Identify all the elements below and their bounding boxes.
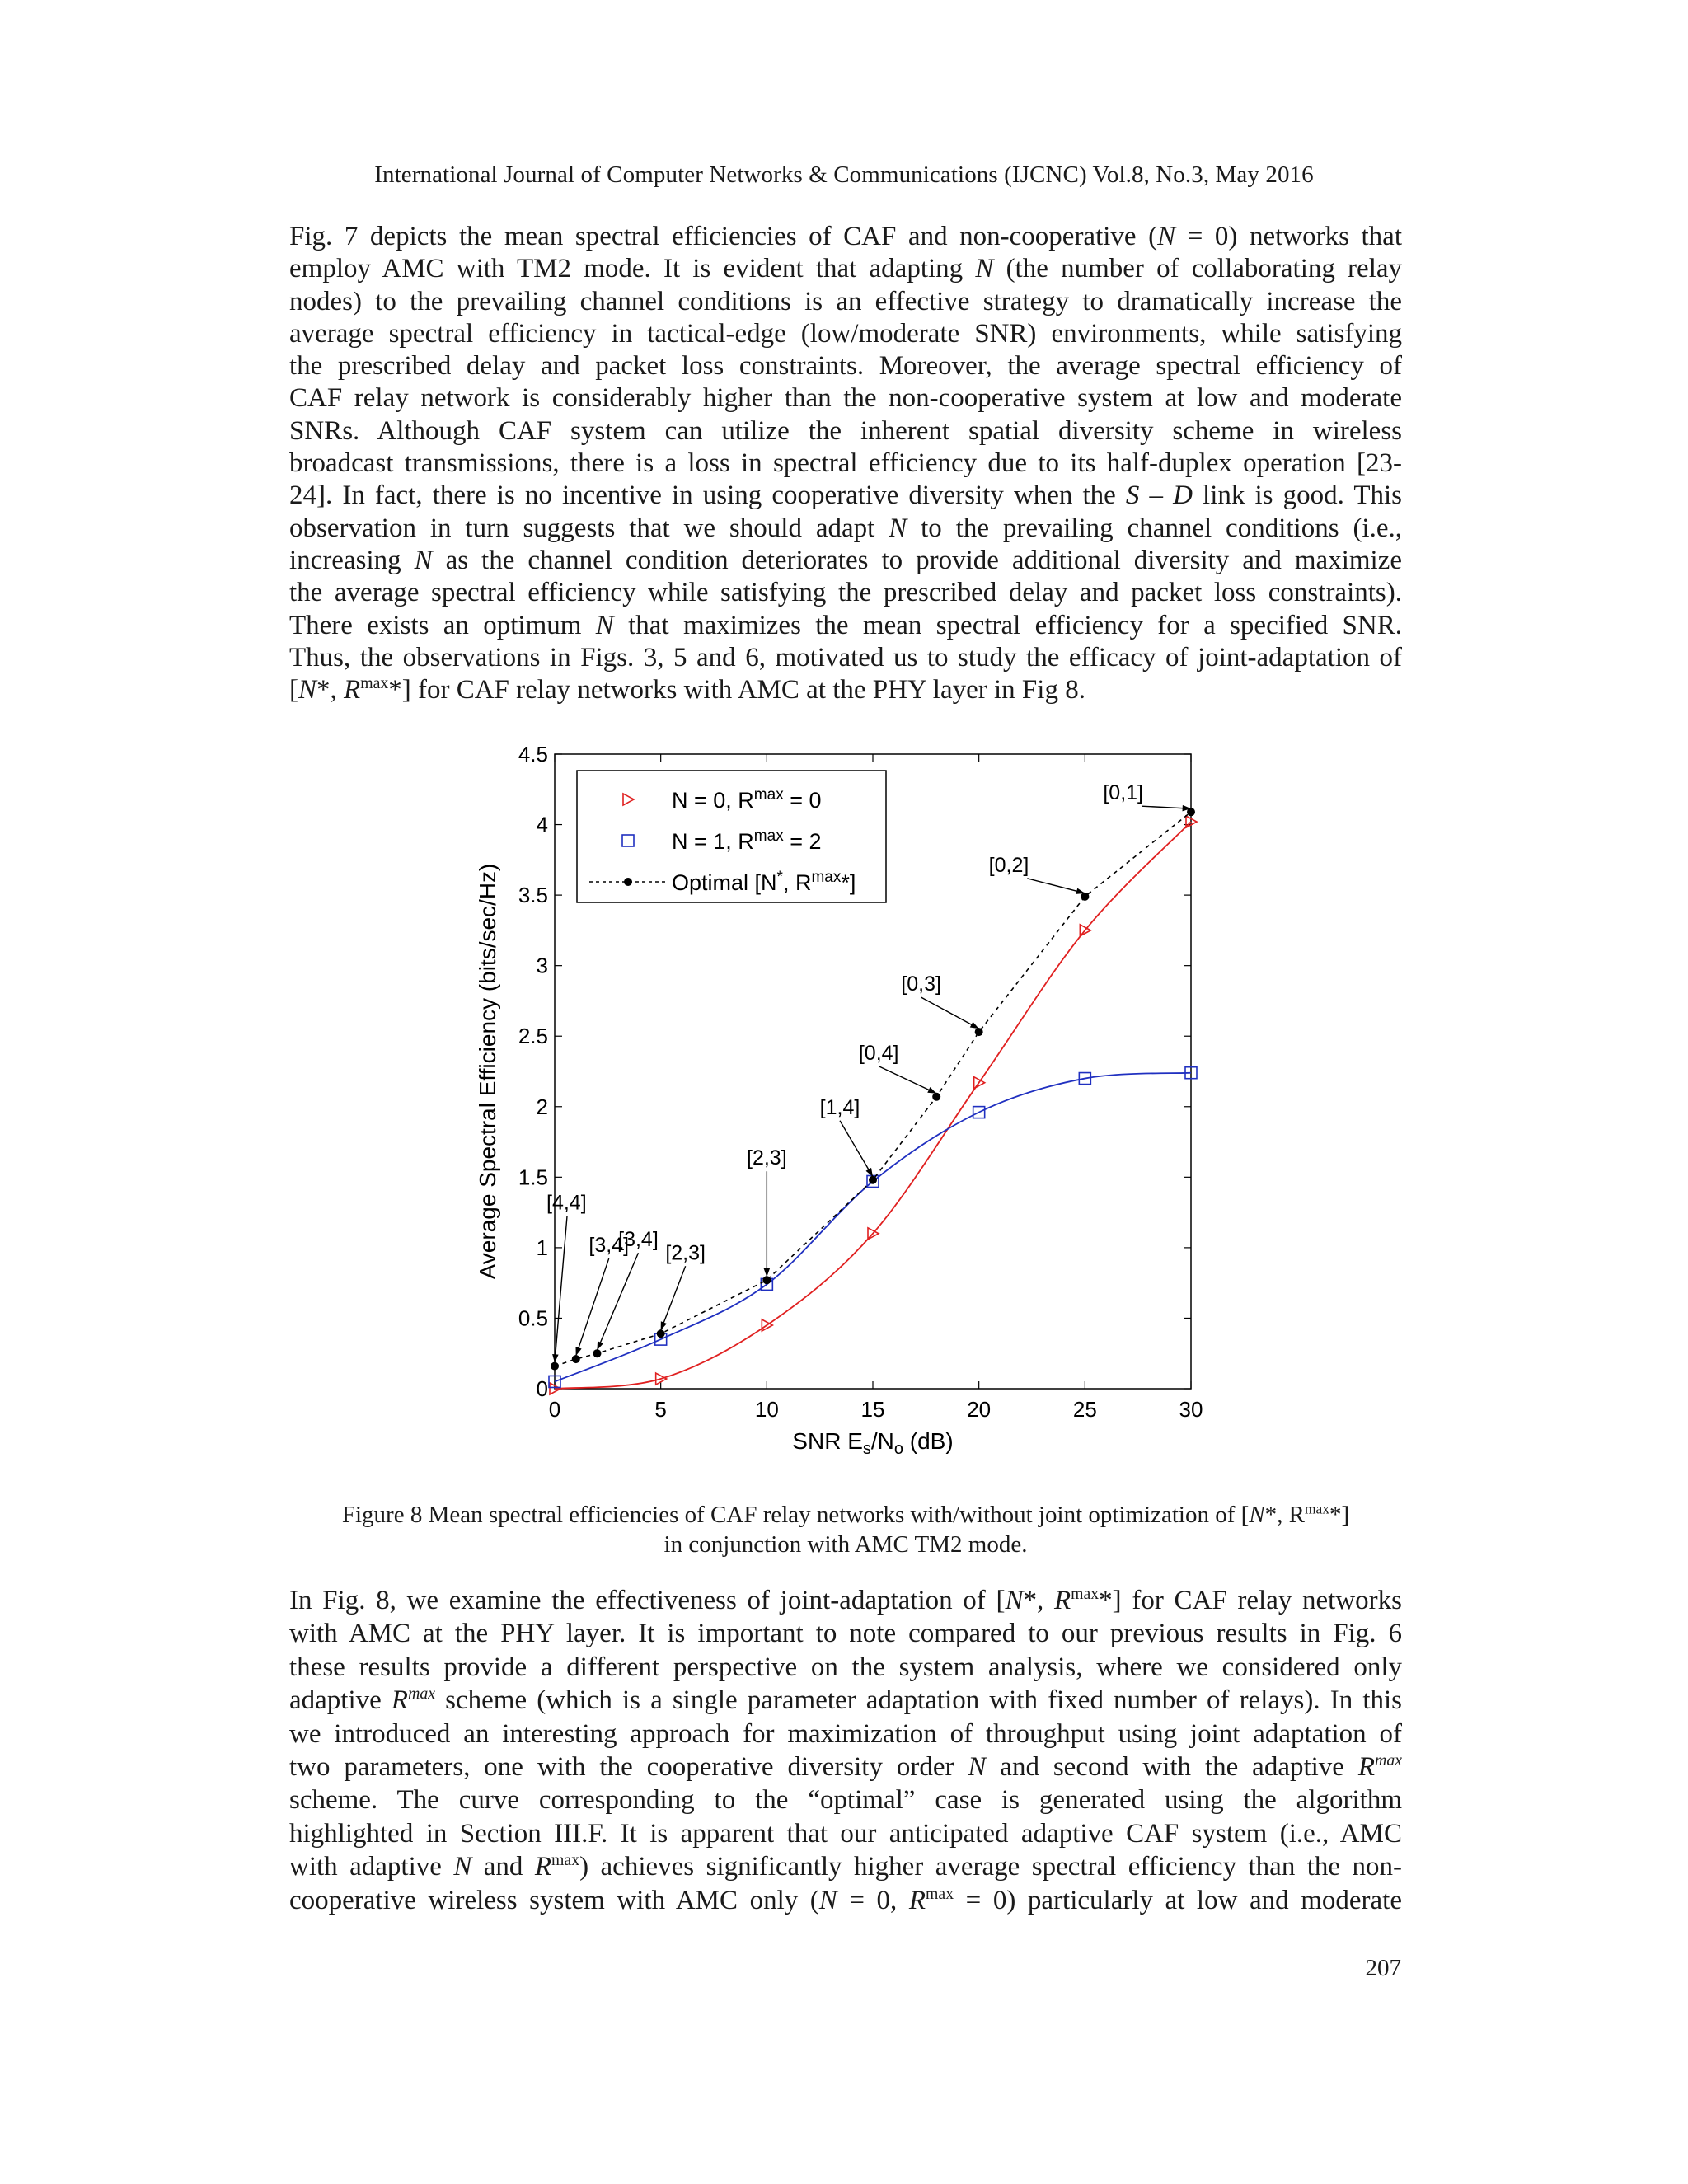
paragraph-2-line: two parameters, one with the cooperative diversity order N and second with the adaptive $R^{max}$ bbox=[289, 1751, 1402, 1783]
annotation-label: [2,3] bbox=[747, 1146, 787, 1170]
annotation-label: [1,4] bbox=[819, 1095, 860, 1119]
paragraph-2-line: we introduced an interesting approach for maximization of throughput using joint adaptation of bbox=[289, 1718, 1402, 1749]
page-number: 207 bbox=[1365, 1955, 1401, 1981]
paragraph-1-line: [N*, $R^{max}*$] for CAF relay networks with AMC at the PHY layer in Fig 8. bbox=[289, 674, 1085, 705]
annotation-label: [2,3] bbox=[665, 1241, 706, 1265]
paragraph-1-line: average spectral efficiency in tactical-edge (low/moderate SNR) environments, while satisfying bbox=[289, 318, 1402, 349]
y-tick-label: 3.5 bbox=[518, 883, 548, 908]
legend-label-part: Optimal [N bbox=[672, 870, 777, 895]
annotation-arrow bbox=[597, 1253, 638, 1350]
dot-marker bbox=[1081, 893, 1089, 901]
series-line-0 bbox=[555, 822, 1191, 1389]
annotation-arrow bbox=[576, 1258, 609, 1356]
x-tick-label: 30 bbox=[1179, 1397, 1203, 1422]
dot-marker bbox=[593, 1349, 601, 1357]
paragraph-1-line: CAF relay network is considerably higher than the non-cooperative system at low and moderate bbox=[289, 383, 1402, 414]
dot-marker bbox=[975, 1028, 983, 1036]
legend-label-part: = 2 bbox=[783, 829, 822, 854]
legend-label-part: , R bbox=[782, 870, 812, 895]
paragraph-1-line: SNRs. Although CAF system can utilize the inherent spatial diversity scheme in wireless bbox=[289, 415, 1402, 446]
annotation-label: [0,3] bbox=[901, 972, 941, 996]
paragraph-2-line: with adaptive N and $R^{max}$) achieves significantly higher average spectral efficiency than the non- bbox=[289, 1851, 1402, 1882]
annotation-arrow bbox=[879, 1066, 936, 1094]
legend-label bbox=[672, 827, 822, 855]
x-axis-label-part: o bbox=[893, 1440, 904, 1458]
paragraph-1-line: Thus, the observations in Figs. 3, 5 and 6, motivated us to study the efficacy of joint-adaptation of bbox=[289, 642, 1402, 673]
y-tick-label: 1.5 bbox=[518, 1165, 548, 1190]
x-tick-label: 25 bbox=[1072, 1397, 1097, 1422]
annotation-arrow bbox=[840, 1121, 873, 1177]
legend-label-part: *] bbox=[841, 870, 856, 895]
annotation-label: [4,4] bbox=[546, 1191, 587, 1215]
paragraph-1-line: observation in turn suggests that we should adapt N to the prevailing channel conditions (i.e., bbox=[289, 513, 1402, 543]
annotation-arrow bbox=[555, 1216, 567, 1363]
legend-label-part: * bbox=[776, 868, 783, 886]
dot-marker bbox=[551, 1362, 559, 1371]
annotation-arrowhead bbox=[764, 1268, 771, 1277]
paragraph-1-line: nodes) to the prevailing channel conditions is an effective strategy to dramatically increase the bbox=[289, 286, 1402, 316]
annotation-label: [0,4] bbox=[858, 1041, 899, 1065]
y-tick-label: 2.5 bbox=[518, 1024, 548, 1049]
series-line-1 bbox=[555, 1073, 1191, 1382]
y-tick-label: 1 bbox=[536, 1235, 548, 1260]
figure-8 bbox=[470, 742, 1212, 1467]
paragraph-2-line: scheme. The curve corresponding to the “optimal” case is generated using the algorithm bbox=[289, 1785, 1402, 1816]
paragraph-2-line: highlighted in Section III.F. It is apparent that our anticipated adaptive CAF system (i.e., AMC bbox=[289, 1818, 1402, 1849]
paragraph-2-line: with AMC at the PHY layer. It is important to note compared to our previous results in Fig. 6 bbox=[289, 1619, 1402, 1649]
dot-marker bbox=[572, 1355, 580, 1363]
annotation-arrowhead bbox=[552, 1354, 559, 1363]
paragraph-1-line: employ AMC with TM2 mode. It is evident that adapting N (the number of collaborating relay bbox=[289, 254, 1403, 284]
y-tick-label: 0.5 bbox=[518, 1305, 548, 1331]
x-tick-label: 10 bbox=[754, 1397, 779, 1422]
y-tick-label: 2 bbox=[536, 1094, 548, 1119]
paragraph-1-line: increasing N as the channel condition deteriorates to provide additional diversity and maximize bbox=[289, 545, 1403, 575]
paragraph-2 bbox=[289, 1584, 1402, 1917]
legend-label-part: max bbox=[753, 785, 784, 804]
x-tick-label: 5 bbox=[654, 1397, 667, 1422]
figure-caption bbox=[289, 1500, 1402, 1559]
caption-line: Figure 8 Mean spectral efficiencies of CAF relay networks with/without joint optimization of [N*, $R^{max}*$] bbox=[341, 1500, 1350, 1528]
paragraph-1-line: 24]. In fact, there is no incentive in using cooperative diversity when the S – D link is good. This bbox=[289, 480, 1402, 511]
paragraph-1-line: the prescribed delay and packet loss constraints. Moreover, the average spectral efficiency of bbox=[289, 351, 1402, 382]
legend-label-part: max bbox=[753, 827, 784, 845]
paragraph-2-line: cooperative wireless system with AMC only (N = 0, $R^{max} = 0$) particularly at low and moderate bbox=[289, 1884, 1402, 1915]
paragraph-1-line: There exists an optimum N that maximizes the mean spectral efficiency for a specified SNR. bbox=[289, 610, 1402, 640]
dot-marker bbox=[869, 1176, 877, 1184]
dot-marker bbox=[762, 1276, 771, 1284]
y-tick-label: 4 bbox=[536, 812, 548, 837]
x-axis-label-part: /N bbox=[870, 1428, 894, 1454]
running-header: International Journal of Computer Networks & Communications (IJCNC) Vol.8, No.3, May 2016 bbox=[374, 162, 1314, 188]
annotation-arrowhead bbox=[1076, 888, 1085, 894]
legend-label-part: N = 1, R bbox=[672, 829, 754, 854]
annotation-arrow bbox=[921, 997, 979, 1029]
x-axis-label-part: s bbox=[862, 1440, 871, 1458]
annotation-label: [3,4] bbox=[588, 1234, 630, 1258]
y-tick-label: 4.5 bbox=[518, 742, 548, 766]
x-axis-label-part: (dB) bbox=[903, 1428, 954, 1454]
annotation-arrowhead bbox=[661, 1321, 667, 1330]
x-tick-label: 15 bbox=[860, 1397, 885, 1422]
paragraph-2-line: adaptive $R^{max}$ scheme (which is a single parameter adaptation with fixed number of relays). In this bbox=[289, 1685, 1402, 1716]
dot-marker bbox=[657, 1329, 665, 1338]
dot-marker bbox=[932, 1093, 940, 1101]
annotation-arrow bbox=[661, 1266, 686, 1330]
annotation-arrowhead bbox=[927, 1087, 936, 1094]
annotation-arrowhead bbox=[575, 1347, 581, 1356]
paragraph-2-line: In Fig. 8, we examine the effectiveness of joint-adaptation of [N*, $R^{max}*$] for CAF relay networks bbox=[289, 1585, 1403, 1615]
legend-label-part: N = 0, R bbox=[672, 788, 754, 813]
annotation-arrowhead bbox=[597, 1341, 603, 1350]
annotation-label: [0,2] bbox=[988, 853, 1029, 877]
legend-label-part: max bbox=[811, 868, 842, 886]
paragraph-1-line: the average spectral efficiency while satisfying the prescribed delay and packet loss constraints). bbox=[289, 578, 1402, 608]
paragraph-1-line: broadcast transmissions, there is a loss in spectral efficiency due to its half-duplex operation [23- bbox=[289, 448, 1402, 479]
spectral-efficiency-chart bbox=[470, 742, 1212, 1467]
annotation-arrow bbox=[1027, 879, 1085, 893]
legend-label bbox=[672, 786, 822, 813]
x-tick-label: 20 bbox=[967, 1397, 992, 1422]
y-tick-label: 3 bbox=[536, 953, 548, 978]
x-axis-label-part: SNR E bbox=[792, 1428, 863, 1454]
annotation-arrowhead bbox=[970, 1022, 979, 1029]
paragraph-2-line: these results provide a different perspective on the system analysis, where we considered only bbox=[289, 1652, 1402, 1682]
y-axis-label: Average Spectral Efficiency (bits/sec/Hz) bbox=[475, 863, 500, 1280]
paragraph-1 bbox=[289, 221, 1402, 706]
y-tick-label: 0 bbox=[536, 1376, 548, 1401]
annotation-label: [3,4] bbox=[618, 1228, 659, 1252]
x-tick-label: 0 bbox=[548, 1397, 561, 1422]
legend-dot-marker bbox=[624, 878, 632, 886]
annotation-label: [0,1] bbox=[1103, 781, 1143, 805]
caption-line: in conjunction with AMC TM2 mode. bbox=[663, 1531, 1028, 1558]
paragraph-1-line: Fig. 7 depicts the mean spectral efficiencies of CAF and non-cooperative (N = 0) networks that bbox=[289, 222, 1402, 251]
x-axis-label bbox=[792, 1428, 953, 1458]
legend-label-part: = 0 bbox=[783, 788, 822, 813]
